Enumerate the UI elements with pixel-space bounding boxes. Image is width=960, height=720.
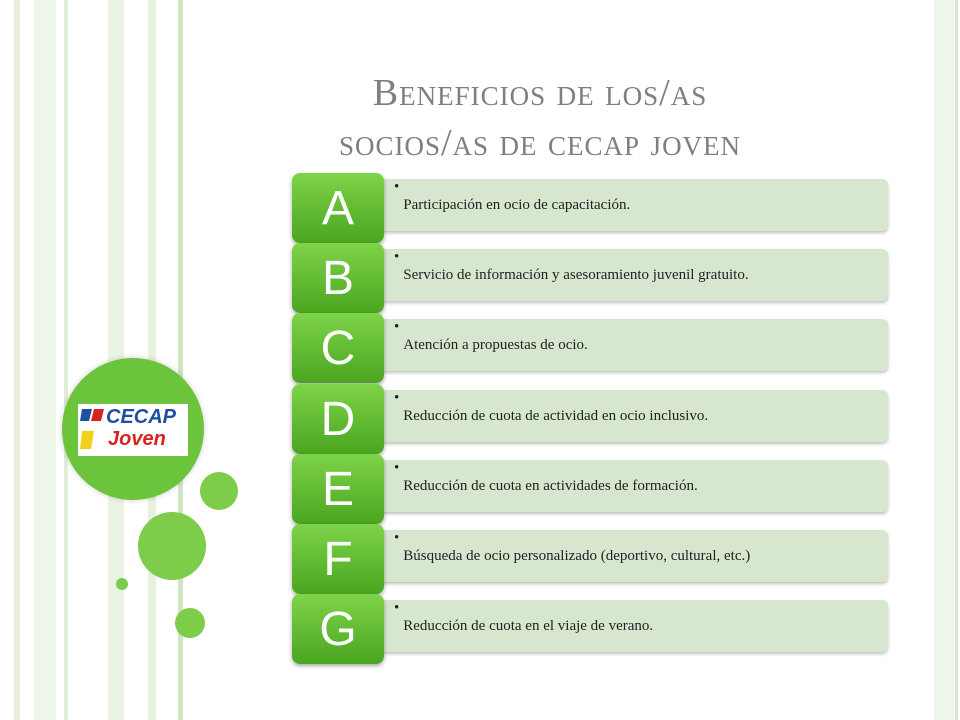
logo-word-cecap: CECAP — [106, 406, 177, 428]
slide-title — [230, 68, 850, 168]
benefit-row-e — [292, 454, 892, 524]
benefit-row-d — [292, 384, 892, 454]
benefit-letter: G — [292, 594, 384, 664]
benefit-row-b — [292, 243, 892, 313]
benefit-letter: E — [292, 454, 384, 524]
benefit-text-box: • Participación en ocio de capacitación. — [340, 179, 888, 231]
decor-stripe — [14, 0, 20, 720]
benefit-row-g — [292, 594, 892, 664]
title-line-2: socios/as de cecap joven — [338, 122, 742, 164]
decor-stripe — [934, 0, 954, 720]
benefit-text: Participación en ocio de capacitación. — [403, 196, 631, 213]
benefit-letter: F — [292, 524, 384, 594]
benefit-text-box: • Servicio de información y asesoramiento juvenil gratuito. — [340, 249, 888, 301]
logo-mark-icon — [80, 407, 106, 453]
decor-circle — [200, 472, 238, 510]
decor-stripe — [955, 0, 958, 720]
benefit-row-f — [292, 524, 892, 594]
benefit-text-box: • Reducción de cuota en el viaje de verano. — [340, 600, 888, 652]
benefit-text-box: • Búsqueda de ocio personalizado (deportivo, cultural, etc.) — [340, 530, 888, 582]
benefit-letter: B — [292, 243, 384, 313]
benefit-text-box: • Reducción de cuota en actividades de formación. — [340, 460, 888, 512]
benefit-letter: C — [292, 313, 384, 383]
benefit-letter: D — [292, 384, 384, 454]
benefit-text: Búsqueda de ocio personalizado (deportivo, cultural, etc.) — [403, 547, 751, 564]
decor-circle — [116, 578, 128, 590]
benefit-letter: A — [292, 173, 384, 243]
title-line-1: Beneficios de los/as — [372, 72, 708, 114]
benefit-text: Atención a propuestas de ocio. — [403, 336, 588, 353]
benefit-text: Servicio de información y asesoramiento juvenil gratuito. — [403, 266, 749, 283]
decor-circle — [138, 512, 206, 580]
benefit-text: Reducción de cuota de actividad en ocio inclusivo. — [403, 407, 709, 424]
decor-stripe — [34, 0, 56, 720]
decor-circle — [175, 608, 205, 638]
benefit-row-c — [292, 313, 892, 383]
benefit-text: Reducción de cuota en actividades de formación. — [403, 477, 698, 494]
benefit-row-a — [292, 173, 892, 243]
decor-stripe — [64, 0, 68, 720]
logo-word-joven: Joven — [108, 428, 166, 450]
benefit-text: Reducción de cuota en el viaje de verano. — [403, 617, 654, 634]
cecap-logo — [78, 404, 188, 456]
logo-circle — [62, 358, 204, 500]
benefit-text-box: • Reducción de cuota de actividad en ocio inclusivo. — [340, 390, 888, 442]
benefit-text-box: • Atención a propuestas de ocio. — [340, 319, 888, 371]
